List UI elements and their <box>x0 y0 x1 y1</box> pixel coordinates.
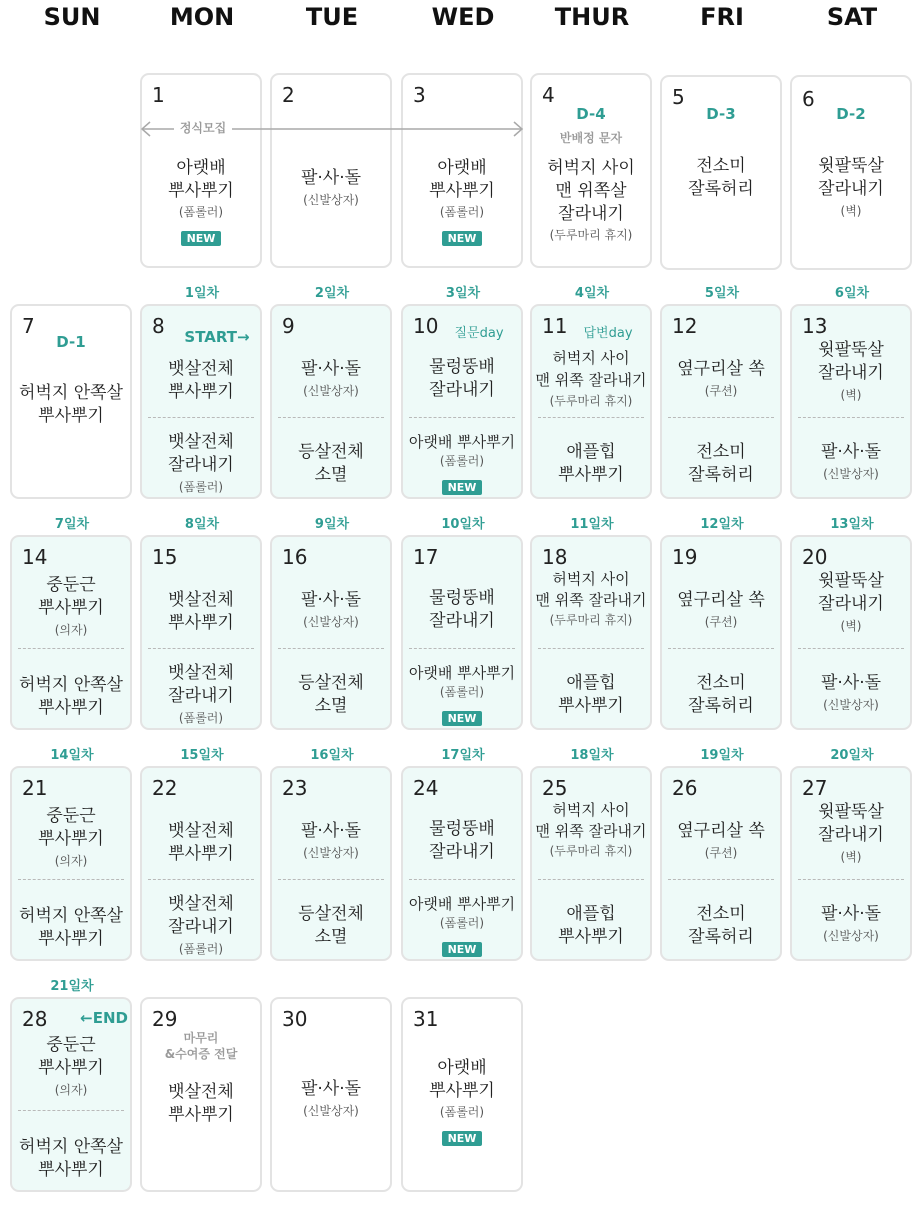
new-badge: NEW <box>442 1131 483 1146</box>
day-counter: 18일차 <box>570 748 614 763</box>
exercise-title: 아랫배 뿌사뿌기 <box>408 664 516 682</box>
divider <box>409 648 515 649</box>
exercise-title: 전소미 <box>696 904 746 924</box>
exercise-title: 뿌사뿌기 <box>38 829 104 849</box>
exercise-title: 잘라내기 <box>429 380 495 400</box>
day-cell-12[interactable] <box>660 304 782 499</box>
exercise-title: 뿌사뿌기 <box>168 613 234 633</box>
exercise-tool: (폼롤러) <box>439 205 485 219</box>
day-cell-18[interactable] <box>530 535 652 730</box>
exercise-title: 아랫배 뿌사뿌기 <box>408 895 516 913</box>
weekday-sun: SUN <box>43 3 101 31</box>
exercise-title: 잘라내기 <box>818 825 884 845</box>
exercise-title: 소멸 <box>314 465 348 485</box>
day-number: 29 <box>152 1007 178 1031</box>
exercise-title: 등살전체 <box>298 904 364 924</box>
exercise-title: 잘라내기 <box>818 179 884 199</box>
day-cell-1[interactable] <box>140 73 262 268</box>
day-number: 10 <box>413 314 439 338</box>
exercise-tool: (신발상자) <box>823 467 879 481</box>
exercise-title: 맨 위쪽 잘라내기 <box>535 822 647 840</box>
day-counter: 16일차 <box>310 748 354 763</box>
day-cell-13[interactable] <box>790 304 912 499</box>
exercise-title: 뿌사뿌기 <box>168 1105 234 1125</box>
exercise-title: 중둔근 <box>46 575 96 595</box>
day-number: 25 <box>542 776 568 800</box>
day-number: 12 <box>672 314 698 338</box>
exercise-title: 맨 위쪽 잘라내기 <box>535 371 647 389</box>
day-cell-24[interactable] <box>401 766 523 961</box>
day-number: 27 <box>802 776 828 800</box>
exercise-tool: (폼롤러) <box>439 685 485 699</box>
exercise-tool: (신발상자) <box>823 929 879 943</box>
exercise-tool: (폼롤러) <box>178 205 224 219</box>
exercise-tool: (신발상자) <box>303 615 359 629</box>
exercise-title: 팔·사·돌 <box>300 168 362 188</box>
exercise-tool: (폼롤러) <box>178 711 224 725</box>
exercise-title: 잘라내기 <box>429 611 495 631</box>
day-number: 20 <box>802 545 828 569</box>
exercise-title: 전소미 <box>696 156 746 176</box>
divider <box>409 417 515 418</box>
exercise-title: 잘록허리 <box>688 696 754 716</box>
new-badge: NEW <box>442 711 483 726</box>
day-counter: 11일차 <box>570 517 614 532</box>
d-day-label: D-1 <box>56 333 86 351</box>
day-number: 21 <box>22 776 48 800</box>
d-day-label: D-3 <box>706 105 736 123</box>
day-number: 13 <box>802 314 828 338</box>
exercise-title: 뿌사뿌기 <box>38 406 104 426</box>
exercise-title: 뿌사뿌기 <box>558 465 624 485</box>
divider <box>668 417 774 418</box>
day-counter: 9일차 <box>314 517 350 532</box>
day-counter: 3일차 <box>445 286 481 301</box>
exercise-title: 뿌사뿌기 <box>558 696 624 716</box>
day-number: 3 <box>413 83 426 107</box>
day-cell-4[interactable] <box>530 73 652 268</box>
day-number: 1 <box>152 83 165 107</box>
weekday-sat: SAT <box>826 3 878 31</box>
d-day-label: D-2 <box>836 105 866 123</box>
recruitment-period <box>140 120 526 138</box>
divider <box>668 879 774 880</box>
day-counter: 19일차 <box>700 748 744 763</box>
exercise-title: 중둔근 <box>46 1035 96 1055</box>
exercise-tool: (두루마리 휴지) <box>549 613 633 627</box>
exercise-title: 윗팔뚝살 <box>818 340 884 360</box>
day-cell-7[interactable] <box>10 304 132 499</box>
exercise-title: 윗팔뚝살 <box>818 571 884 591</box>
day-cell-21[interactable] <box>10 766 132 961</box>
day-cell-31[interactable] <box>401 997 523 1192</box>
exercise-title: 전소미 <box>696 673 746 693</box>
exercise-tool: (신발상자) <box>303 384 359 398</box>
day-cell-19[interactable] <box>660 535 782 730</box>
exercise-tool: (폼롤러) <box>439 454 485 468</box>
day-number: 8 <box>152 314 165 338</box>
exercise-title: 허벅지 안쪽살 <box>19 906 123 926</box>
divider <box>278 417 384 418</box>
exercise-title: 뱃살전체 <box>168 821 234 841</box>
d-day-label: D-4 <box>576 105 606 123</box>
day-cell-30[interactable] <box>270 997 392 1192</box>
day-number: 9 <box>282 314 295 338</box>
day-counter: 14일차 <box>50 748 94 763</box>
day-cell-15[interactable] <box>140 535 262 730</box>
exercise-tool: (벽) <box>840 850 862 864</box>
exercise-title: 뿌사뿌기 <box>429 1081 495 1101</box>
divider <box>18 879 124 880</box>
day-number: 26 <box>672 776 698 800</box>
exercise-title: 윗팔뚝살 <box>818 802 884 822</box>
exercise-title: 잘라내기 <box>818 363 884 383</box>
exercise-tool: (쿠션) <box>704 384 738 398</box>
day-cell-27[interactable] <box>790 766 912 961</box>
divider <box>798 417 904 418</box>
day-number: 15 <box>152 545 178 569</box>
exercise-title: 허벅지 사이 <box>547 158 635 178</box>
exercise-title: 애플힙 <box>566 442 616 462</box>
exercise-title: 뿌사뿌기 <box>168 181 234 201</box>
weekday-thur: THUR <box>554 3 630 31</box>
exercise-title: 뱃살전체 <box>168 359 234 379</box>
exercise-title: 팔·사·돌 <box>820 442 882 462</box>
day-number: 31 <box>413 1007 439 1031</box>
divider <box>148 417 254 418</box>
exercise-title: 아랫배 <box>437 158 487 178</box>
day-counter: 13일차 <box>830 517 874 532</box>
exercise-title: 허벅지 사이 <box>552 570 630 588</box>
day-number: 16 <box>282 545 308 569</box>
exercise-title: 뿌사뿌기 <box>38 1058 104 1078</box>
exercise-tool: (의자) <box>54 623 88 637</box>
exercise-title: 허벅지 안쪽살 <box>19 383 123 403</box>
exercise-title: 물렁뚱배 <box>429 588 495 608</box>
exercise-title: 팔·사·돌 <box>820 904 882 924</box>
new-badge: NEW <box>181 231 222 246</box>
divider <box>798 648 904 649</box>
day-number: 7 <box>22 314 35 338</box>
new-badge: NEW <box>442 231 483 246</box>
day-number: 18 <box>542 545 568 569</box>
exercise-title: 옆구리살 쏙 <box>677 821 765 841</box>
day-cell-9[interactable] <box>270 304 392 499</box>
weekday-fri: FRI <box>700 3 744 31</box>
exercise-tool: (폼롤러) <box>439 916 485 930</box>
exercise-title: 소멸 <box>314 927 348 947</box>
day-counter: 21일차 <box>50 979 94 994</box>
new-badge: NEW <box>442 480 483 495</box>
day-number: 2 <box>282 83 295 107</box>
exercise-title: 등살전체 <box>298 673 364 693</box>
day-number: 4 <box>542 83 555 107</box>
exercise-title: 잘라내기 <box>168 917 234 937</box>
exercise-title: 맨 위쪽살 <box>555 181 627 201</box>
exercise-title: 뱃살전체 <box>168 663 234 683</box>
day-counter: 8일차 <box>184 517 220 532</box>
exercise-title: 잘록허리 <box>688 179 754 199</box>
exercise-title: 잘록허리 <box>688 465 754 485</box>
exercise-tool: (쿠션) <box>704 615 738 629</box>
exercise-tool: (의자) <box>54 1083 88 1097</box>
exercise-tool: (두루마리 휴지) <box>549 228 633 242</box>
exercise-tool: (신발상자) <box>303 193 359 207</box>
divider <box>538 879 644 880</box>
day-number: 6 <box>802 87 815 111</box>
day-counter: 7일차 <box>54 517 90 532</box>
exercise-title: 뱃살전체 <box>168 432 234 452</box>
exercise-tool: (벽) <box>840 204 862 218</box>
day-counter: 20일차 <box>830 748 874 763</box>
exercise-title: 애플힙 <box>566 904 616 924</box>
event-note: 반배정 문자 <box>559 131 623 145</box>
exercise-tool: (의자) <box>54 854 88 868</box>
day-cell-10[interactable] <box>401 304 523 499</box>
exercise-title: 뿌사뿌기 <box>168 844 234 864</box>
exercise-title: 잘라내기 <box>429 842 495 862</box>
day-cell-17[interactable] <box>401 535 523 730</box>
day-cell-26[interactable] <box>660 766 782 961</box>
exercise-title: 애플힙 <box>566 673 616 693</box>
exercise-title: 뱃살전체 <box>168 590 234 610</box>
exercise-title: 잘라내기 <box>168 686 234 706</box>
exercise-tool: (벽) <box>840 388 862 402</box>
exercise-title: 허벅지 사이 <box>552 801 630 819</box>
event-note: 마무리 <box>183 1031 219 1045</box>
recruitment-label: 정식모집 <box>179 121 227 135</box>
day-cell-14[interactable] <box>10 535 132 730</box>
divider <box>18 648 124 649</box>
exercise-title: 아랫배 <box>176 158 226 178</box>
day-counter: 15일차 <box>180 748 224 763</box>
day-number: 14 <box>22 545 48 569</box>
day-cell-8[interactable] <box>140 304 262 499</box>
exercise-title: 팔·사·돌 <box>820 673 882 693</box>
day-counter: 17일차 <box>441 748 485 763</box>
day-cell-28[interactable] <box>10 997 132 1192</box>
day-number: 17 <box>413 545 439 569</box>
exercise-title: 아랫배 뿌사뿌기 <box>408 433 516 451</box>
exercise-title: 잘라내기 <box>818 594 884 614</box>
day-cell-5[interactable] <box>660 75 782 270</box>
exercise-tool: (폼롤러) <box>178 942 224 956</box>
exercise-title: 팔·사·돌 <box>300 821 362 841</box>
exercise-tool: (폼롤러) <box>439 1105 485 1119</box>
day-cell-11[interactable] <box>530 304 652 499</box>
exercise-title: 팔·사·돌 <box>300 1079 362 1099</box>
day-counter: 6일차 <box>834 286 870 301</box>
divider <box>409 879 515 880</box>
divider <box>18 1110 124 1111</box>
exercise-tool: (폼롤러) <box>178 480 224 494</box>
exercise-title: 물렁뚱배 <box>429 357 495 377</box>
exercise-title: 잘라내기 <box>168 455 234 475</box>
divider <box>148 879 254 880</box>
exercise-title: 물렁뚱배 <box>429 819 495 839</box>
divider <box>278 648 384 649</box>
day-number: 28 <box>22 1007 48 1031</box>
day-cell-20[interactable] <box>790 535 912 730</box>
exercise-title: 뿌사뿌기 <box>38 598 104 618</box>
event-note: &수여증 전달 <box>164 1047 238 1061</box>
exercise-title: 뿌사뿌기 <box>168 382 234 402</box>
day-cell-3[interactable] <box>401 73 523 268</box>
new-badge: NEW <box>442 942 483 957</box>
day-number: 24 <box>413 776 439 800</box>
divider <box>668 648 774 649</box>
day-counter: 10일차 <box>441 517 485 532</box>
exercise-title: 뿌사뿌기 <box>38 1160 104 1180</box>
exercise-title: 옆구리살 쏙 <box>677 359 765 379</box>
exercise-title: 뱃살전체 <box>168 894 234 914</box>
exercise-title: 소멸 <box>314 696 348 716</box>
exercise-title: 등살전체 <box>298 442 364 462</box>
exercise-title: 뿌사뿌기 <box>429 181 495 201</box>
day-cell-2[interactable] <box>270 73 392 268</box>
day-cell-29[interactable] <box>140 997 262 1192</box>
exercise-title: 중둔근 <box>46 806 96 826</box>
exercise-title: 잘라내기 <box>558 204 624 224</box>
day-cell-25[interactable] <box>530 766 652 961</box>
weekday-tue: TUE <box>305 3 359 31</box>
exercise-title: 잘록허리 <box>688 927 754 947</box>
exercise-title: 뿌사뿌기 <box>38 698 104 718</box>
exercise-title: 아랫배 <box>437 1058 487 1078</box>
exercise-title: 옆구리살 쏙 <box>677 590 765 610</box>
exercise-title: 팔·사·돌 <box>300 590 362 610</box>
day-number: 11 <box>542 314 568 338</box>
day-counter: 2일차 <box>314 286 350 301</box>
exercise-tool: (쿠션) <box>704 846 738 860</box>
answer-day-tag: 답변day <box>583 326 633 341</box>
exercise-tool: (신발상자) <box>303 846 359 860</box>
day-number: 22 <box>152 776 178 800</box>
day-cell-22[interactable] <box>140 766 262 961</box>
question-day-tag: 질문day <box>454 326 504 341</box>
exercise-title: 윗팔뚝살 <box>818 156 884 176</box>
end-tag: ←END <box>80 1009 128 1027</box>
exercise-title: 팔·사·돌 <box>300 359 362 379</box>
exercise-title: 맨 위쪽 잘라내기 <box>535 591 647 609</box>
exercise-title: 허벅지 안쪽살 <box>19 1137 123 1157</box>
day-number: 5 <box>672 85 685 109</box>
day-cell-6[interactable] <box>790 75 912 270</box>
divider <box>798 879 904 880</box>
day-cell-16[interactable] <box>270 535 392 730</box>
weekday-mon: MON <box>169 3 235 31</box>
start-tag: START→ <box>184 328 250 346</box>
exercise-title: 뿌사뿌기 <box>558 927 624 947</box>
day-counter: 5일차 <box>704 286 740 301</box>
exercise-tool: (신발상자) <box>303 1104 359 1118</box>
exercise-tool: (벽) <box>840 619 862 633</box>
day-counter: 12일차 <box>700 517 744 532</box>
day-number: 30 <box>282 1007 308 1031</box>
divider <box>278 879 384 880</box>
exercise-title: 뱃살전체 <box>168 1082 234 1102</box>
divider <box>148 648 254 649</box>
divider <box>538 648 644 649</box>
exercise-title: 허벅지 안쪽살 <box>19 675 123 695</box>
exercise-title: 뿌사뿌기 <box>38 929 104 949</box>
exercise-tool: (두루마리 휴지) <box>549 844 633 858</box>
divider <box>538 417 644 418</box>
exercise-title: 전소미 <box>696 442 746 462</box>
day-counter: 1일차 <box>184 286 220 301</box>
exercise-title: 허벅지 사이 <box>552 349 630 367</box>
exercise-tool: (신발상자) <box>823 698 879 712</box>
exercise-tool: (두루마리 휴지) <box>549 394 633 408</box>
day-counter: 4일차 <box>574 286 610 301</box>
day-cell-23[interactable] <box>270 766 392 961</box>
weekday-wed: WED <box>431 3 495 31</box>
day-number: 23 <box>282 776 308 800</box>
day-number: 19 <box>672 545 698 569</box>
